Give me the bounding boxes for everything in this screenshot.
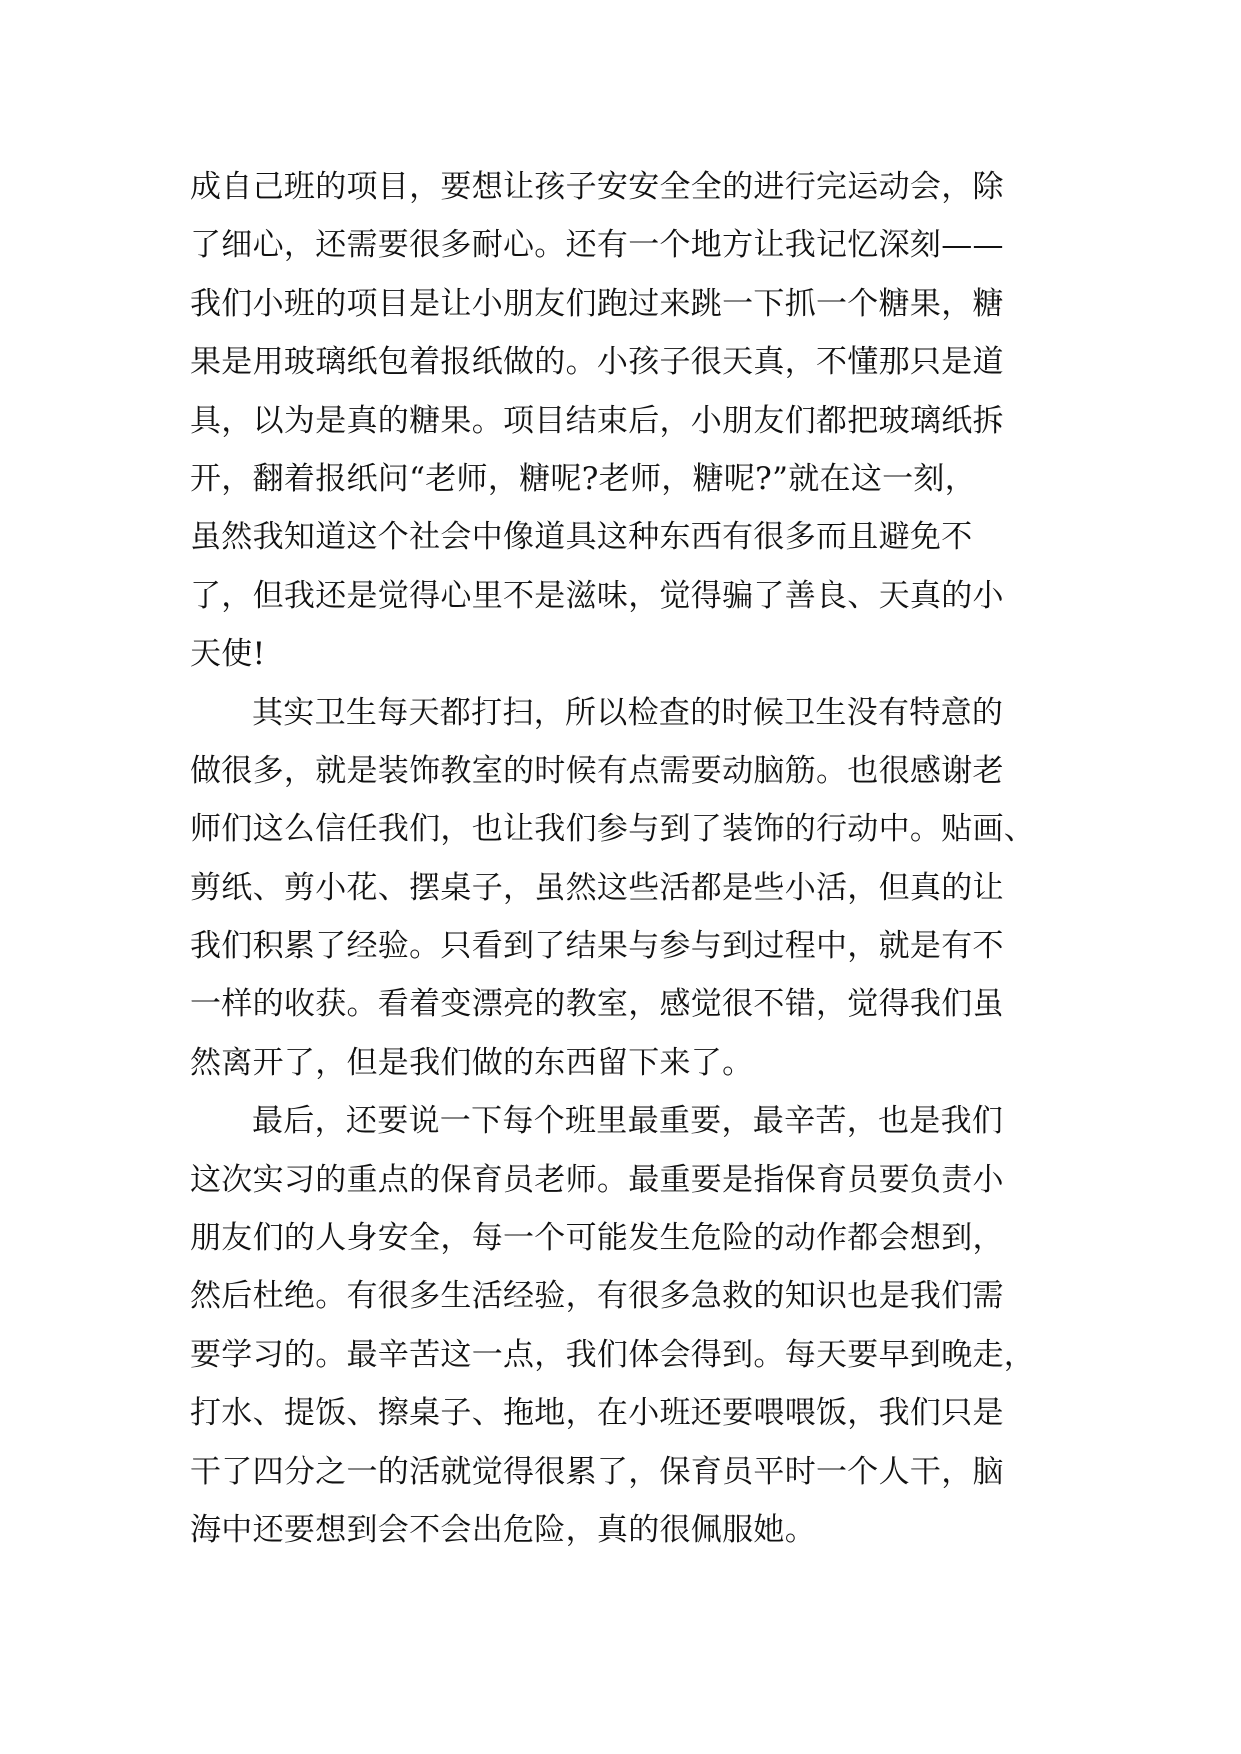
text-line: 然离开了，但是我们做的东西留下来了。 <box>190 1044 754 1081</box>
text-line: 朋友们的人身安全，每一个可能发生危险的动作都会想到， <box>190 1220 1004 1257</box>
text-line: 要学习的。最辛苦这一点，我们体会得到。每天要早到晚走， <box>190 1336 1036 1373</box>
text-line: 做很多，就是装饰教室的时候有点需要动脑筋。也很感谢老 <box>190 752 1004 789</box>
text-line: 剪纸、剪小花、摆桌子，虽然这些活都是些小活，但真的让 <box>190 869 1004 906</box>
text-line: 一样的收获。看着变漂亮的教室，感觉很不错，觉得我们虽 <box>190 986 1004 1023</box>
text-line: 我们积累了经验。只看到了结果与参与到过程中，就是有不 <box>190 928 1004 965</box>
text-line: 其实卫生每天都打扫，所以检查的时候卫生没有特意的 <box>252 694 1004 731</box>
body-text <box>190 158 1060 1559</box>
text-line: 具，以为是真的糖果。项目结束后，小朋友们都把玻璃纸拆 <box>190 402 1004 439</box>
text-line: 虽然我知道这个社会中像道具这种东西有很多而且避免不 <box>190 519 973 556</box>
text-line: 了，但我还是觉得心里不是滋味，觉得骗了善良、天真的小 <box>190 577 1004 614</box>
text-line: 最后，还要说一下每个班里最重要，最辛苦，也是我们 <box>252 1103 1004 1140</box>
text-line: 了细心，还需要很多耐心。还有一个地方让我记忆深刻—— <box>190 227 1004 264</box>
text-line: 师们这么信任我们，也让我们参与到了装饰的行动中。贴画、 <box>190 811 1036 848</box>
text-line: 海中还要想到会不会出危险，真的很佩服她。 <box>190 1511 816 1548</box>
text-line: 果是用玻璃纸包着报纸做的。小孩子很天真，不懂那只是道 <box>190 344 1004 381</box>
text-line: 干了四分之一的活就觉得很累了，保育员平时一个人干，脑 <box>190 1453 1004 1490</box>
text-line: 天使! <box>190 636 266 673</box>
text-line: 我们小班的项目是让小朋友们跑过来跳一下抓一个糖果，糖 <box>190 285 1004 322</box>
text-line: 打水、提饭、擦桌子、拖地，在小班还要喂喂饭，我们只是 <box>190 1395 1004 1432</box>
text-line: 这次实习的重点的保育员老师。最重要是指保育员要负责小 <box>190 1161 1004 1198</box>
text-line: 成自己班的项目，要想让孩子安安全全的进行完运动会，除 <box>190 169 1004 205</box>
text-line: 然后杜绝。有很多生活经验，有很多急救的知识也是我们需 <box>190 1278 1004 1315</box>
text-line: 开，翻着报纸问“老师，糖呢?老师，糖呢?”就在这一刻， <box>190 460 977 497</box>
